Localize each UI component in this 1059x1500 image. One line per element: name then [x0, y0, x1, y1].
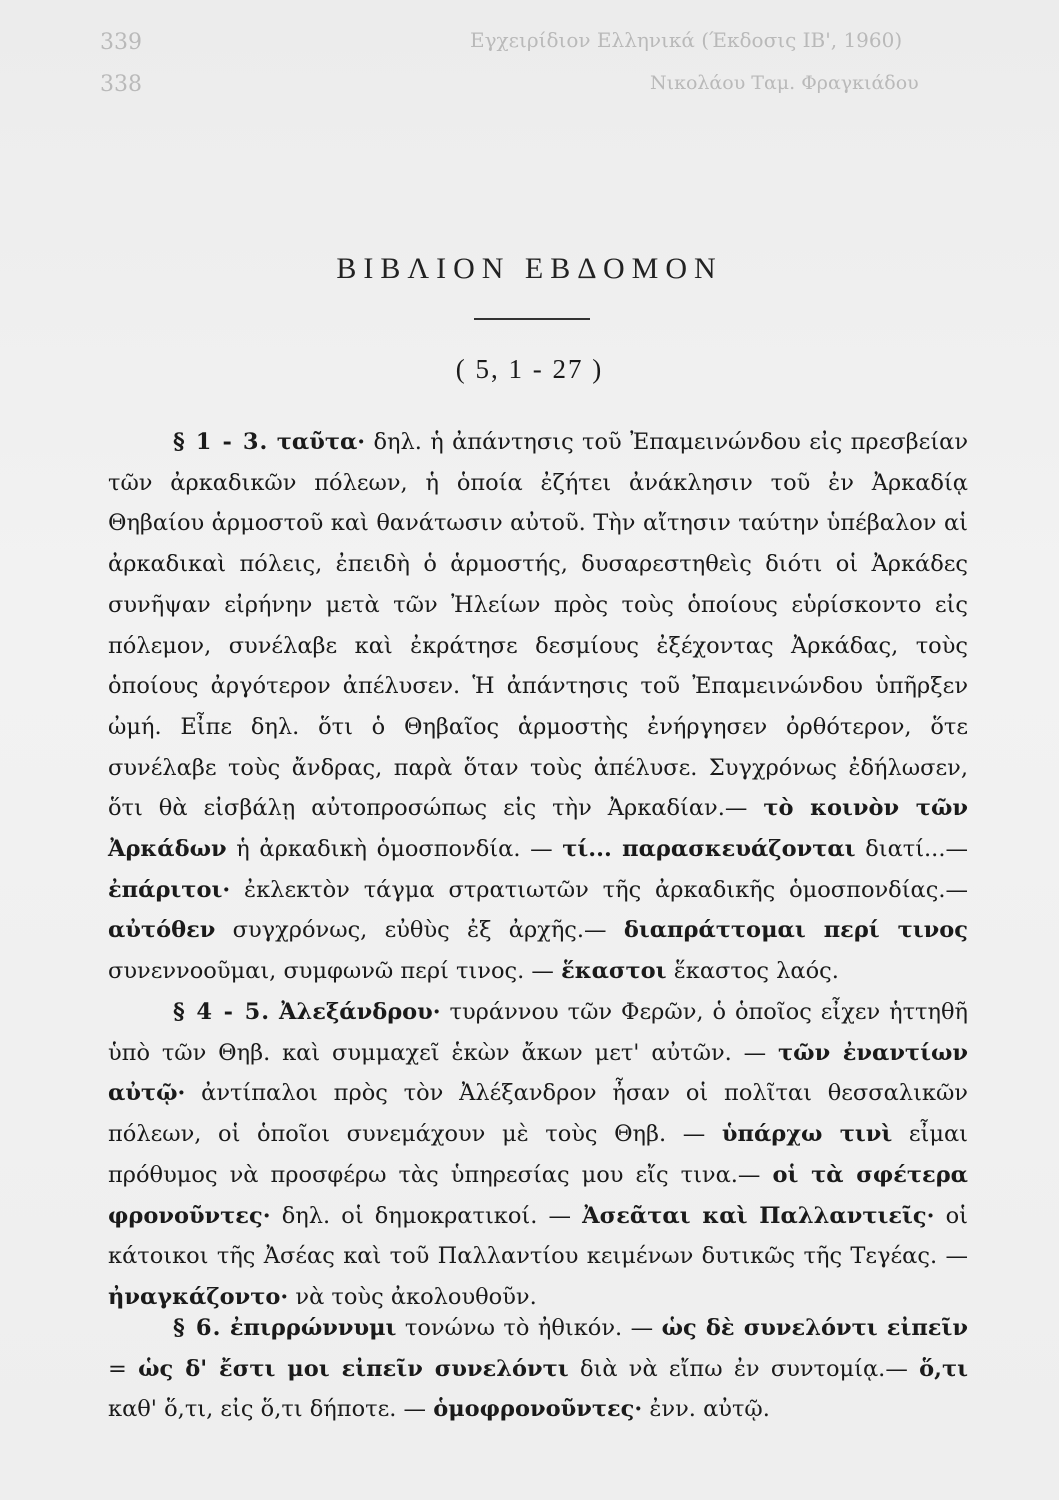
commentary-paragraph-2: [108, 992, 968, 1318]
lemma-term: διαπράττομαι περί τινος: [623, 917, 968, 944]
lemma-term: ταῦτα·: [276, 429, 366, 455]
gloss-text: διὰ νὰ εἴπω ἐν συντομίᾳ.—: [568, 1355, 920, 1382]
gloss-text: ἕκαστος λαός.: [666, 958, 839, 985]
gloss-text: [268, 429, 276, 455]
gloss-text: δηλ. οἱ δημοκρατικοί. —: [270, 1202, 583, 1229]
gloss-text: ἐνν. αὐτῷ.: [642, 1396, 770, 1423]
lemma-term: αὐτόθεν: [108, 917, 216, 944]
section-range: ( 5, 1 - 27 ): [455, 354, 604, 384]
gloss-text: [221, 1315, 229, 1341]
bleed-through-running-head-2: Νικολάου Ταμ. Φραγκιάδου: [650, 72, 919, 94]
lemma-term: Ἀλεξάνδρου·: [279, 999, 441, 1025]
gloss-text: [270, 999, 279, 1025]
section-marker: § 4 - 5.: [173, 999, 271, 1025]
lemma-term: ἠναγκάζοντο·: [108, 1283, 289, 1310]
gloss-text: ἀντίπαλοι πρὸς τὸν Ἀλέξανδρον ἦσαν οἱ πολῖται θεσσαλικῶν πόλεων, οἱ ὁποῖοι συνεμάχουν μὲ τοὺς Θηβ. —: [108, 1080, 968, 1148]
gloss-text: ἡ ἀρκαδικὴ ὁμοσπονδία. —: [226, 836, 563, 863]
lemma-term: τὸ κοινὸν τῶν Ἀρκάδων: [108, 795, 968, 863]
lemma-term: ἐπιρρώννυμι: [229, 1315, 397, 1341]
gloss-text: συνεννοοῦμαι, συμφωνῶ περί τινος. —: [108, 958, 562, 985]
lemma-term: ὡς δ' ἔστι μοι εἰπεῖν συνελόντι: [138, 1355, 569, 1382]
gloss-text: διατί...—: [855, 836, 968, 863]
lemma-term: ὡς δὲ συνελόντι εἰπεῖν: [661, 1315, 968, 1341]
gloss-text: τονώνω τὸ ἠθικόν. —: [396, 1315, 662, 1341]
commentary-paragraph-3: [108, 1308, 968, 1430]
lemma-term: τῶν ἐναντίων αὐτῷ·: [108, 1039, 968, 1107]
gloss-text: καθ' ὅ,τι, εἰς ὅ,τι δήποτε. —: [108, 1396, 434, 1423]
section-marker: § 1 - 3.: [173, 429, 269, 455]
gloss-text: οἱ κάτοικοι τῆς Ἀσέας καὶ τοῦ Παλλαντίου κειμένων δυτικῶς τῆς Τεγέας. —: [108, 1202, 968, 1270]
gloss-text: =: [108, 1355, 139, 1382]
gloss-text: εἶμαι πρόθυμος νὰ προσφέρω τὰς ὑπηρεσίας μου εἴς τινα.—: [108, 1121, 968, 1188]
title-divider: [474, 318, 590, 320]
section-marker: § 6.: [173, 1315, 222, 1341]
gloss-text: ἐκλεκτὸν τάγμα στρατιωτῶν τῆς ἀρκαδικῆς ὁμοσπονδίας.—: [230, 876, 968, 903]
gloss-text: δηλ. ἡ ἀπάντησις τοῦ Ἐπαμεινώνδου εἰς πρεσβείαν τῶν ἀρκαδικῶν πόλεων, ἡ ὁποία ἐζήτει ἀνάκλησιν τοῦ ἐν Ἀρκαδίᾳ Θηβαίου ἁρμοστοῦ καὶ θανάτωσιν αὐτοῦ. Τὴν αἴτησιν ταύτην ὑπέβαλον αἱ ἀρκαδικαὶ πόλεις, ἐπειδὴ ὁ ἁρμοστής, δυσαρεστηθεὶς διότι οἱ Ἀρκάδες συνῆψαν εἰρήνην μετὰ τῶν Ἠλείων πρὸς τοὺς ὁποίους εὑρίσκοντο εἰς πόλεμον, συνέλαβε καὶ ἐκράτησε δεσμίους ἐξέχοντας Ἀρκάδας, τοὺς ὁποίους ἀργότερον ἀπέλυσεν. Ἡ ἀπάντησις τοῦ Ἐπαμεινώνδου ὑπῆρξεν ὠμή. Εἶπε δηλ. ὅτι ὁ Θηβαῖος ἁρμοστὴς ἐνήργησεν ὀρθότερον, ὅτε συνέλαβε τοὺς ἄνδρας, παρὰ ὅταν τοὺς ἀπέλυσε. Συγχρόνως ἐδήλωσεν, ὅτι θὰ εἰσβάλῃ αὐτοπροσώπως εἰς τὴν Ἀρκαδίαν.—: [108, 429, 969, 822]
lemma-term: οἱ τὰ σφέτερα φρονοῦντες·: [108, 1161, 968, 1229]
lemma-term: ἐπάριτοι·: [108, 876, 231, 903]
book-title: ΒΙΒΛΙΟΝ ΕΒΔΟΜΟΝ: [336, 252, 723, 285]
lemma-term: ἕκαστοι: [561, 958, 667, 985]
gloss-text: τυράννου τῶν Φερῶν, ὁ ὁποῖος εἶχεν ἡττηθῆ ὑπὸ τῶν Θηβ. καὶ συμμαχεῖ ἑκὼν ἄκων μετ' αὐτῶν. —: [108, 999, 968, 1066]
bleed-through-running-head: Εγχειρίδιον Ελληνικά (Έκδοσις ΙΒ', 1960): [470, 28, 903, 52]
lemma-term: ὁμοφρονοῦντες·: [433, 1396, 643, 1423]
lemma-term: ὅ,τι: [919, 1355, 968, 1382]
gloss-text: νὰ τοὺς ἀκολουθοῦν.: [288, 1283, 537, 1310]
lemma-term: τί... παρασκευάζονται: [562, 836, 856, 863]
bleed-through-page-number: 339: [100, 30, 142, 55]
commentary-paragraph-1: [108, 422, 968, 992]
lemma-term: ὑπάρχω τινὶ: [721, 1121, 893, 1148]
lemma-term: Ἀσεᾶται καὶ Παλλαντιεῖς·: [582, 1202, 935, 1229]
bleed-through-page-number-2: 338: [100, 72, 142, 97]
gloss-text: συγχρόνως, εὐθὺς ἐξ ἀρχῆς.—: [215, 917, 624, 944]
